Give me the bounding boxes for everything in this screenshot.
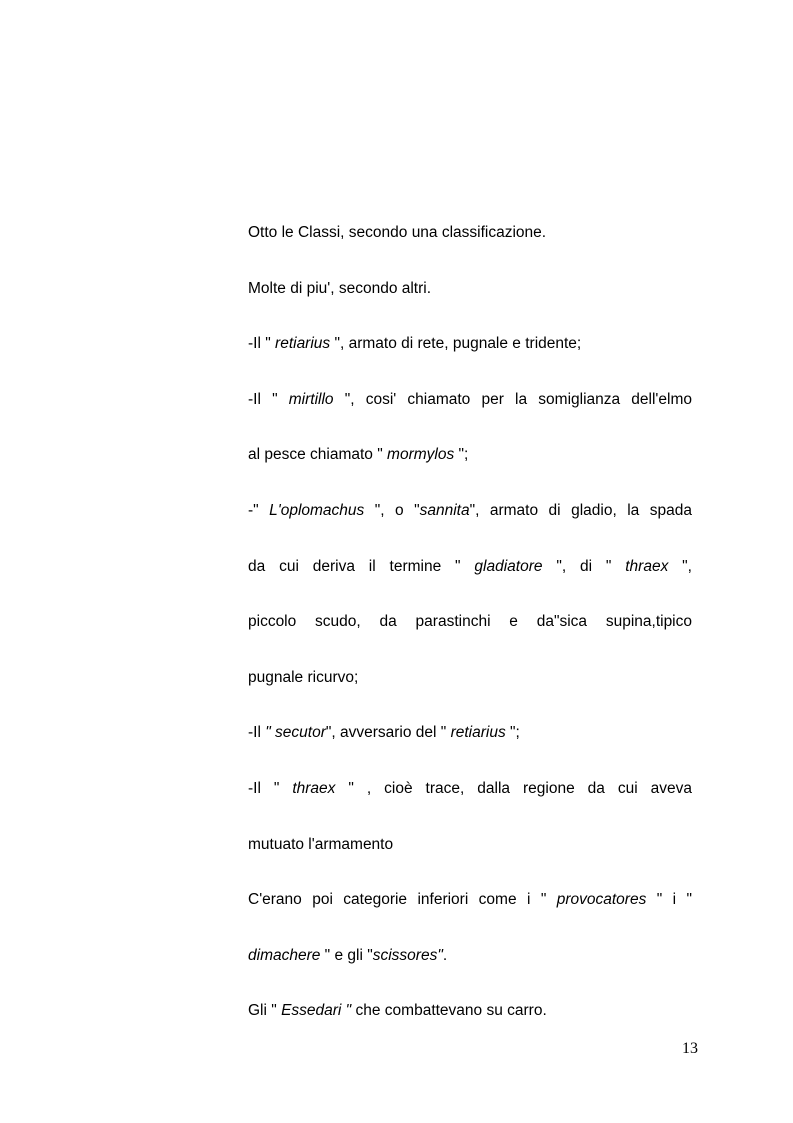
text-line: Otto le Classi, secondo una classificazione. xyxy=(248,224,547,241)
text-line xyxy=(248,332,692,355)
text-span: " i " xyxy=(646,891,692,909)
text-span: ", xyxy=(668,557,692,575)
text-span: "; xyxy=(454,446,469,464)
text-line: Molte di piu', secondo altri. xyxy=(248,279,432,297)
text-line: pugnale ricurvo; xyxy=(248,668,359,686)
text-span: Gli " xyxy=(248,1002,282,1020)
text-line: piccolo scudo, da parastinchi e da"sica supina,tipico xyxy=(248,613,692,631)
text-span: ", armato di rete, pugnale e tridente; xyxy=(330,335,582,353)
text-span: ", armato di gladio, la spada xyxy=(469,501,692,519)
italic-term: sannita xyxy=(419,501,470,519)
italic-term: " secutor xyxy=(265,724,326,742)
text-line: mutuato l'armamento xyxy=(248,835,394,853)
text-span: al pesce chiamato " xyxy=(248,446,388,464)
text-span: "; xyxy=(505,724,520,742)
italic-term: L'oplomachus xyxy=(269,501,365,519)
text-span: ", cosi' chiamato per la somiglianza dell'elmo xyxy=(333,390,692,408)
text-line xyxy=(248,443,692,466)
italic-term: retiarius xyxy=(275,335,331,353)
italic-term: provocatores xyxy=(556,891,647,909)
text-span: " , cioè trace, dalla regione da cui aveva xyxy=(335,779,692,797)
italic-term: scissores" xyxy=(372,946,443,964)
text-span: C'erano poi categorie inferiori come i " xyxy=(248,891,557,909)
text-span: -Il " xyxy=(248,390,289,408)
text-span: ", o " xyxy=(364,501,420,519)
text-line xyxy=(248,999,692,1022)
text-span: ", avversario del " xyxy=(325,724,451,742)
text-span: ", di " xyxy=(542,557,626,575)
text-span: -Il xyxy=(248,724,266,742)
italic-term: dimachere xyxy=(248,946,321,964)
italic-term: thraex xyxy=(292,779,336,797)
page-number: 13 xyxy=(682,1040,698,1057)
text-span: che combattevano su carro. xyxy=(351,1002,547,1020)
text-line xyxy=(248,721,692,744)
italic-term: mormylos xyxy=(387,446,455,464)
document-body xyxy=(248,221,692,1022)
text-line xyxy=(248,944,692,967)
text-span: -" xyxy=(248,501,270,519)
italic-term: thraex xyxy=(625,557,669,575)
text-span: . xyxy=(442,946,448,964)
text-line xyxy=(248,777,692,800)
text-line xyxy=(248,555,692,578)
italic-term: mirtillo xyxy=(288,390,334,408)
italic-term: retiarius xyxy=(450,724,506,742)
text-line xyxy=(248,888,692,911)
text-line xyxy=(248,499,692,522)
text-span: " e gli " xyxy=(320,946,373,964)
italic-term: Essedari " xyxy=(281,1002,352,1020)
italic-term: gladiatore xyxy=(474,557,543,575)
text-line xyxy=(248,388,692,411)
text-span: -Il " xyxy=(248,335,276,353)
text-span: -Il " xyxy=(248,779,293,797)
text-span: da cui deriva il termine " xyxy=(248,557,475,575)
